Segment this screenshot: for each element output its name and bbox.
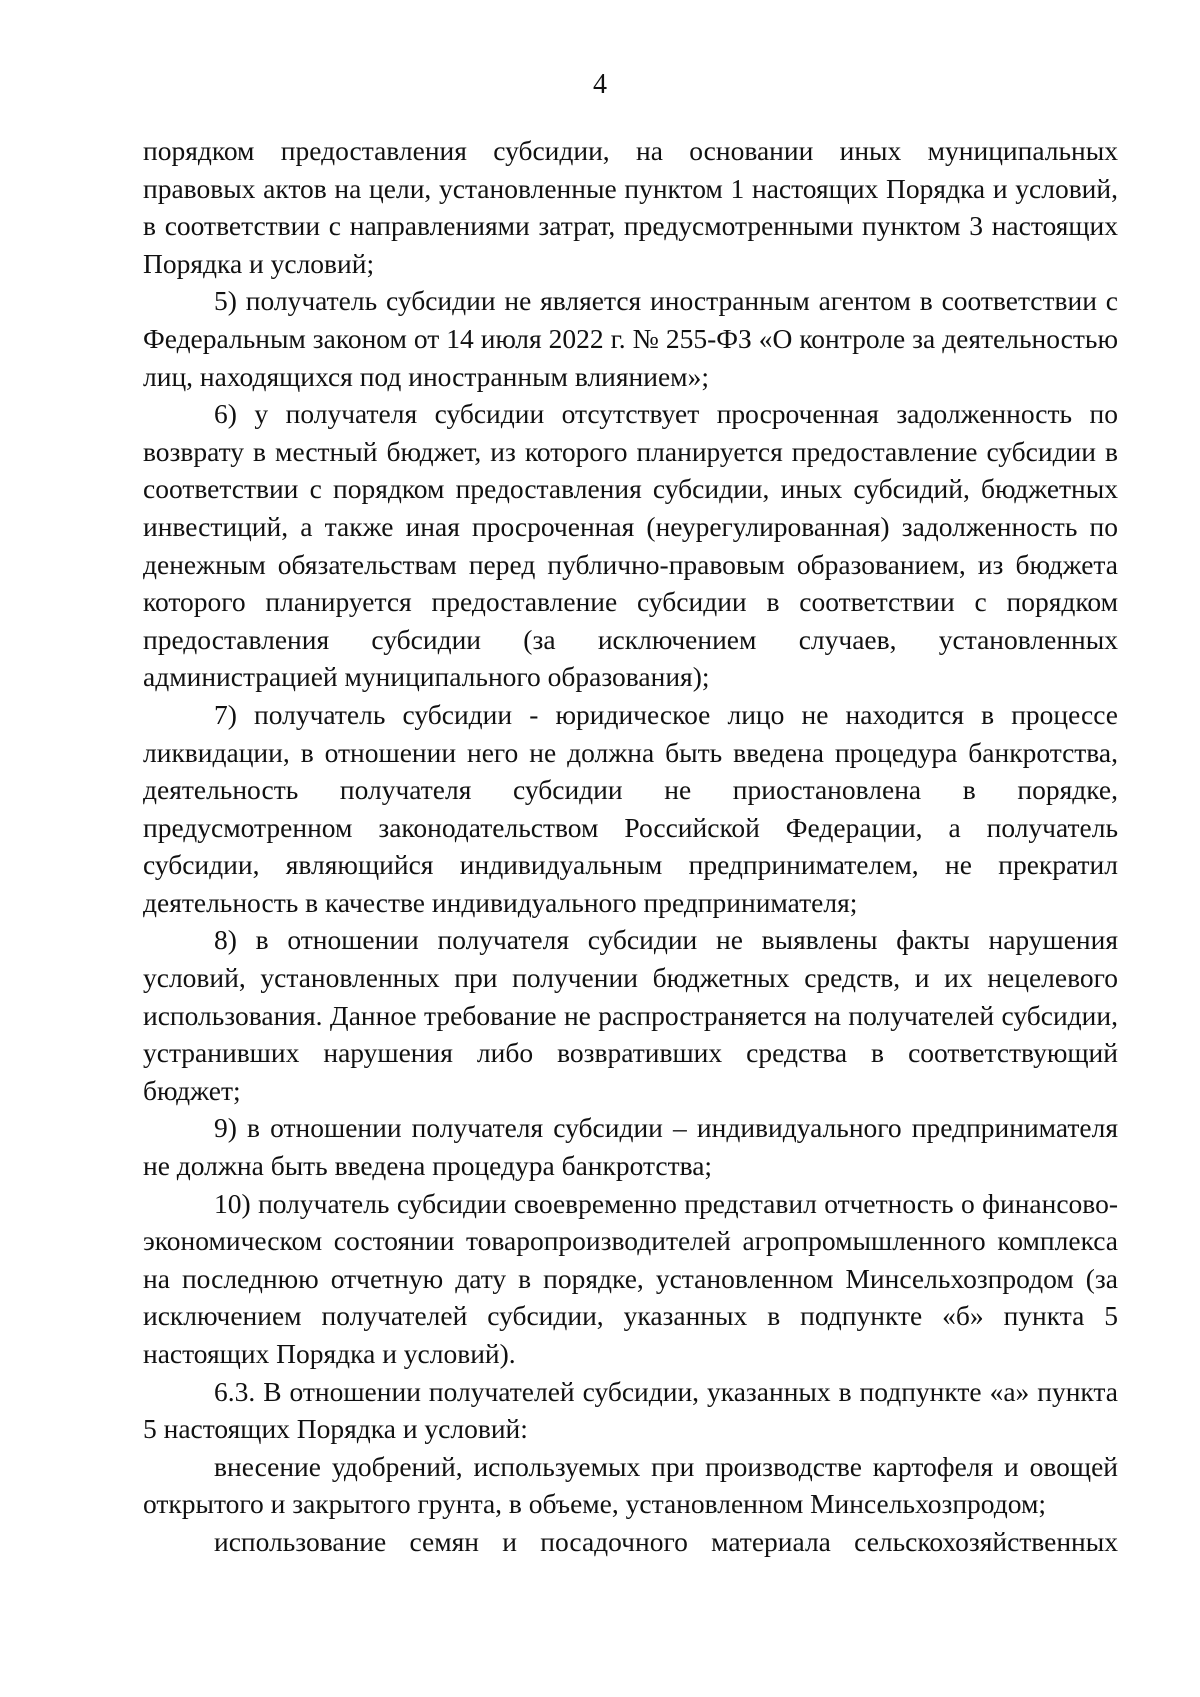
- paragraph-item-8: 8) в отношении получателя субсидии не выявлены факты нарушения условий, установленных при получении бюджетных средств, и их нецелевого использования. Данное требование не распространяется на получателей субсидии, устранивших нарушения либо возвративших средства в соответствующий бюджет;: [143, 924, 1118, 1106]
- paragraph-item-9: 9) в отношении получателя субсидии – индивидуального предпринимателя не должна быть введена процедура банкротства;: [143, 1112, 1118, 1182]
- page-number: 4: [593, 69, 607, 100]
- paragraph-item-5: 5) получатель субсидии не является иностранным агентом в соответствии с Федеральным законом от 14 июля 2022 г. № 255-ФЗ «О контроле за деятельностью лиц, находящихся под иностранным влиянием»;: [143, 285, 1118, 392]
- paragraph-seeds: использование семян и посадочного материала сельскохозяйственных: [214, 1525, 1118, 1557]
- paragraph-section-6-3: 6.3. В отношении получателей субсидии, указанных в подпункте «а» пункта 5 настоящих Порядка и условий:: [143, 1375, 1118, 1445]
- paragraph-continuation: порядком предоставления субсидии, на основании иных муниципальных правовых актов на цели, установленные пунктом 1 настоящих Порядка и условий, в соответствии с направлениями затрат, предусмотренными пунктом 3 настоящих Порядка и условий;: [143, 135, 1118, 279]
- paragraph-item-10: 10) получатель субсидии своевременно представил отчетность о финансово-экономическом состоянии товаропроизводителей агропромышленного комплекса на последнюю отчетную дату в порядке, установленном Минсельхозпродом (за исключением получателей субсидии, указанных в подпункте «б» пункта 5 настоящих Порядка и условий).: [143, 1187, 1118, 1369]
- paragraph-item-7: 7) получатель субсидии - юридическое лицо не находится в процессе ликвидации, в отношении него не должна быть введена процедура банкротства, деятельность получателя субсидии не приостановлена в порядке, предусмотренном законодательством Российской Федерации, а получатель субсидии, являющийся индивидуальным предпринимателем, не прекратил деятельность в качестве индивидуального предпринимателя;: [143, 698, 1118, 918]
- paragraph-fertilizers: внесение удобрений, используемых при производстве картофеля и овощей открытого и закрытого грунта, в объеме, установленном Минсельхозпродом;: [143, 1450, 1118, 1520]
- paragraph-item-6: 6) у получателя субсидии отсутствует просроченная задолженность по возврату в местный бюджет, из которого планируется предоставление субсидии в соответствии с порядком предоставления субсидии, иных субсидий, бюджетных инвестиций, а также иная просроченная (неурегулированная) задолженность по денежным обязательствам перед публично-правовым образованием, из бюджета которого планируется предоставление субсидии в соответствии с порядком предоставления субсидии (за исключением случаев, установленных администрацией муниципального образования);: [143, 398, 1118, 693]
- document-body: [143, 132, 1118, 1561]
